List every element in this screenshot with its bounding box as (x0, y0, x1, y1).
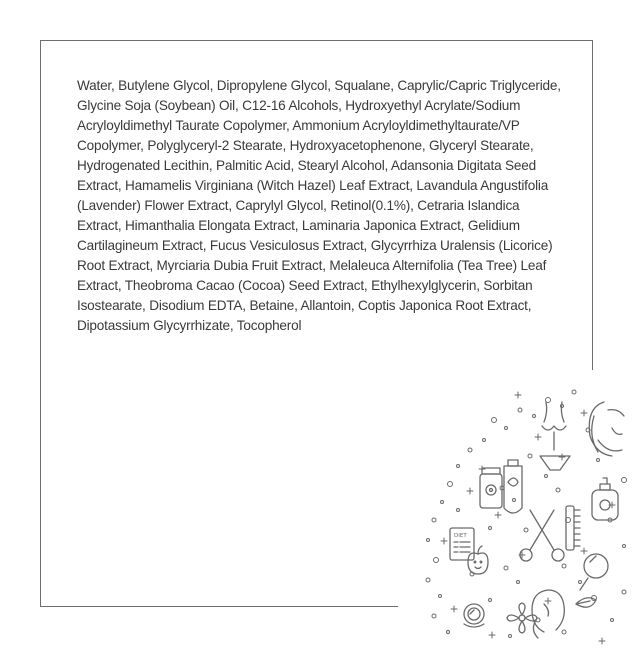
diet-clipboard-icon (450, 528, 474, 560)
ingredients-list: Water, Butylene Glycol, Dipropylene Glycol, Squalane, Caprylic/Capric Triglyceride, Glycine Soja (Soybean) Oil, C12-16 Alcohols, Hydroxyethyl Acrylate/Sodium Acryloyldimethyl Taurate Copolymer, Ammonium Acryloyldimethyltaurate/VP Copolymer, Polyglyceryl-2 Stearate, Hydroxyacetophenone, Glyceryl Stearate, Hydrogenated Lecithin, Palmitic Acid, Stearyl Alcohol, Adansonia Digitata Seed Extract, Hamamelis Virginiana (Witch Hazel) Leaf Extract, Lavandula Angustifolia (Lavender) Flower Extract, Caprylyl Glycol, Retinol(0.1%), Cetraria Islandica Extract, Himanthalia Elongata Extract, Laminaria Japonica Extract, Gelidium Cartilagineum Extract, Fucus Vesiculosus Extract, Glycyrrhiza Uralensis (Licorice) Root Extract, Myrciaria Dubia Fruit Extract, Melaleuca Alternifolia (Tea Tree) Leaf Extract, Theobroma Cacao (Cocoa) Seed Extract, Ethylhexylglycerin, Sorbitan Isostearate, Disodium EDTA, Betaine, Allantoin, Coptis Japonica Root Extract, Dipotassium Glycyrrhizate, Tocopherol (77, 78, 561, 333)
hand-mirror-icon (580, 554, 608, 590)
beauty-icon-pattern (398, 370, 634, 648)
diet-label: DIET (454, 533, 467, 539)
lotion-tube-icon (504, 460, 522, 513)
comb-icon (566, 506, 580, 550)
woman-face-icon (589, 402, 624, 456)
cream-jar-icon (480, 468, 502, 508)
compact-mirror-icon (464, 604, 484, 627)
scissors-icon (520, 510, 564, 561)
bikini-icon (540, 402, 570, 470)
hairstyle-icon (532, 590, 564, 638)
leaf-icon (576, 598, 596, 607)
perfume-bottle-icon (592, 478, 618, 520)
